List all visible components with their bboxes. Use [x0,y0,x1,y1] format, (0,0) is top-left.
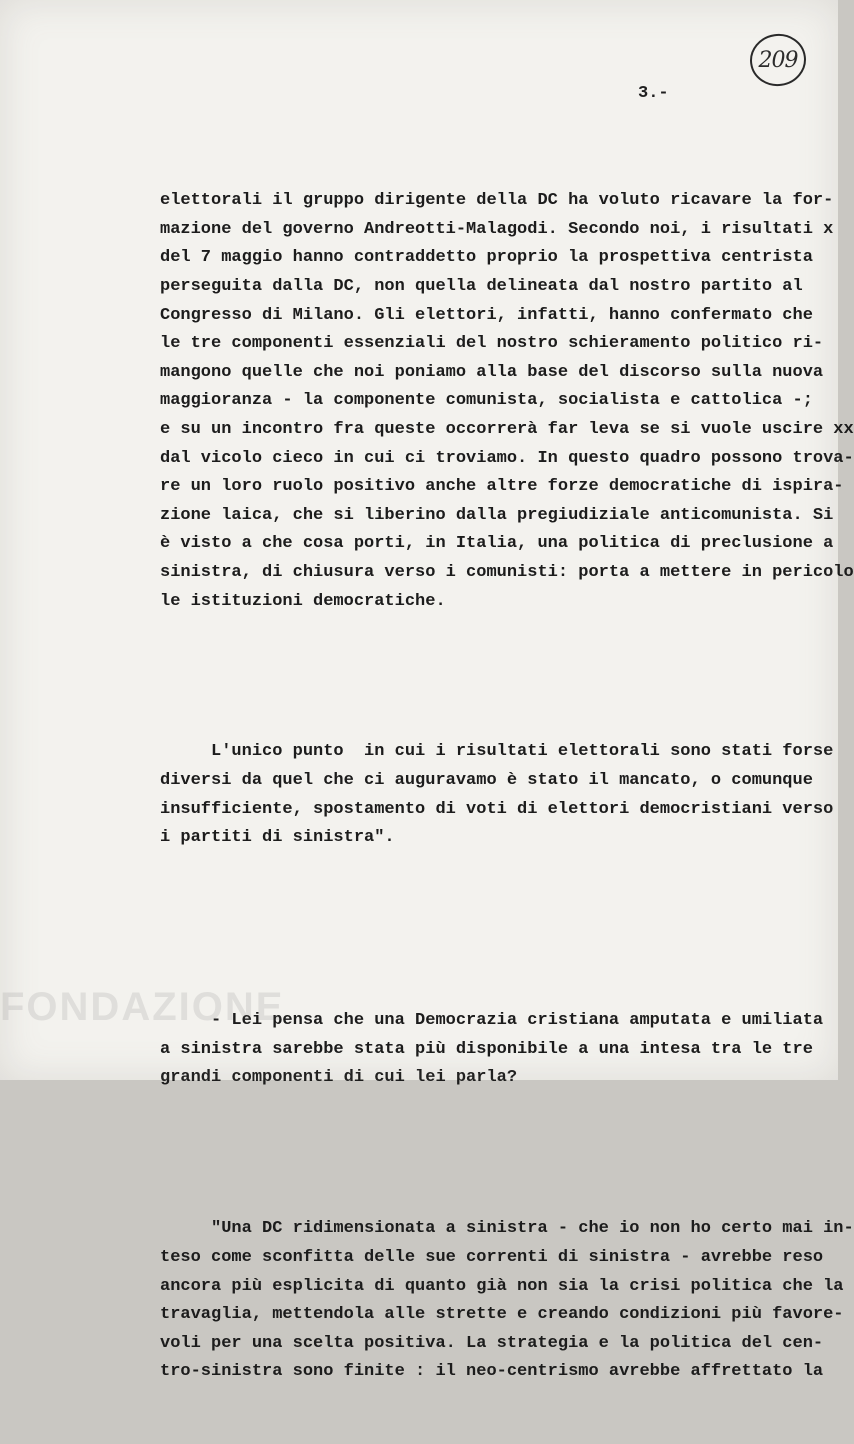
page-number: 3.- [638,84,669,103]
text-line: ancora più esplicita di quanto già non sia la crisi politica che la [160,1276,844,1296]
text-line: e su un incontro fra queste occorrerà far leva se si vuole uscire xx [160,419,854,439]
text-line: insufficiente, spostamento di voti di elettori democristiani verso [160,799,834,819]
text-line: sinistra, di chiusura verso i comunisti: porta a mettere in pericolo [160,562,854,582]
text-line: teso come sconfitta delle sue correnti di sinistra - avrebbe reso [160,1247,824,1267]
text-line: - Lei pensa che una Democrazia cristiana amputata e umiliata [160,1011,824,1031]
text-line: "Una DC ridimensionata a sinistra - che io non ho certo mai in- [160,1219,854,1239]
text-line: L'unico punto in cui i risultati elettorali sono stati forse [160,742,834,762]
text-line: del 7 maggio hanno contraddetto proprio la prospettiva centrista [160,248,813,268]
paragraph-2 [160,738,834,852]
text-line: maggioranza - la componente comunista, socialista e cattolica -; [160,391,813,411]
text-line: le istituzioni democratiche. [160,591,446,611]
typewritten-body [160,130,854,1444]
text-line: grandi componenti di cui lei parla? [160,1068,518,1088]
text-line: mangono quelle che noi poniamo alla base del discorso sulla nuova [160,362,824,382]
archive-number: 209 [758,47,798,73]
paragraph-4 [160,1215,854,1387]
text-line: voli per una scelta positiva. La strategia e la politica del cen- [160,1333,824,1353]
archive-watermark: FONDAZIONE [0,985,285,1029]
text-line: a sinistra sarebbe stata più disponibile a una intesa tra le tre [160,1039,813,1059]
text-line: i partiti di sinistra". [160,828,395,848]
paragraph-1 [160,187,854,616]
text-line: perseguita dalla DC, non quella delineata dal nostro partito al [160,276,803,296]
text-line: Congresso di Milano. Gli elettori, infatti, hanno confermato che [160,305,813,325]
text-line: travaglia, mettendola alle strette e creando condizioni più favore- [160,1305,844,1325]
text-line: è visto a che cosa porti, in Italia, una politica di preclusione a [160,534,834,554]
text-line: elettorali il gruppo dirigente della DC ha voluto ricavare la for- [160,191,834,211]
archive-stamp [748,30,808,90]
text-line: tro-sinistra sono finite : il neo-centrismo avrebbe affrettato la [160,1362,824,1382]
text-line: mazione del governo Andreotti-Malagodi. Secondo noi, i risultati x [160,219,834,239]
text-line: zione laica, che si liberino dalla pregiudiziale anticomunista. Si [160,505,834,525]
text-line: dal vicolo cieco in cui ci troviamo. In questo quadro possono trova- [160,448,854,468]
text-line: diversi da quel che ci auguravamo è stato il mancato, o comunque [160,771,813,791]
text-line: re un loro ruolo positivo anche altre forze democratiche di ispira- [160,477,844,497]
text-line: le tre componenti essenziali del nostro schieramento politico ri- [160,334,824,354]
